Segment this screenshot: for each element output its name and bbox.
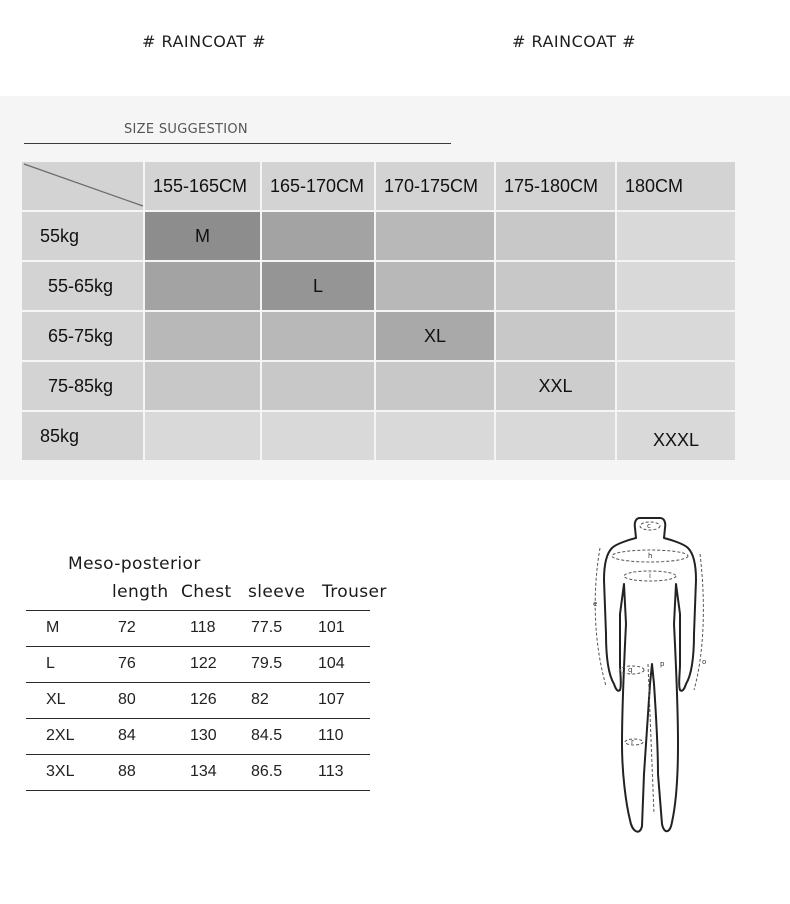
column-header-chest: Chest (181, 582, 232, 602)
suggested-size-cell: L (261, 261, 375, 311)
suggested-size-cell: XXXL (616, 411, 736, 461)
label-r: r (631, 738, 634, 746)
label-e: e (593, 600, 598, 608)
grid-cell (375, 411, 495, 461)
table-bottom-rule (26, 790, 370, 791)
trouser-cell: 107 (318, 691, 345, 708)
grid-cell (495, 411, 616, 461)
column-header-sleeve: sleeve (248, 582, 306, 602)
measurement-title: Meso-posterior (68, 554, 201, 574)
length-cell: 84 (118, 727, 136, 744)
grid-cell (144, 361, 261, 411)
label-o: o (702, 658, 707, 666)
weight-row-header: 55kg (21, 211, 144, 261)
label-c: c (647, 522, 651, 530)
height-column-header: 180CM (616, 161, 736, 211)
section-divider (24, 143, 451, 144)
size-cell: 3XL (46, 763, 75, 780)
length-cell: 80 (118, 691, 136, 708)
chest-cell: 126 (190, 691, 217, 708)
table-row (26, 610, 370, 646)
size-cell: M (46, 619, 60, 636)
grid-cell (144, 261, 261, 311)
size-cell: 2XL (46, 727, 75, 744)
grid-cell (261, 211, 375, 261)
suggested-size-cell: XL (375, 311, 495, 361)
chest-cell: 134 (190, 763, 217, 780)
grid-cell (375, 261, 495, 311)
grid-cell (495, 211, 616, 261)
length-cell: 72 (118, 619, 136, 636)
grid-cell (616, 211, 736, 261)
trouser-cell: 110 (318, 727, 344, 744)
suggested-size-cell: M (144, 211, 261, 261)
sleeve-cell: 84.5 (251, 727, 283, 744)
weight-row-header: 75-85kg (21, 361, 144, 411)
table-row (26, 754, 370, 790)
diagonal-divider-icon (22, 162, 145, 208)
height-column-header: 155-165CM (144, 161, 261, 211)
height-column-header: 165-170CM (261, 161, 375, 211)
page-title-right: # RAINCOAT # (512, 32, 637, 51)
size-suggestion-label: SIZE SUGGESTION (124, 122, 248, 137)
grid-cell (261, 311, 375, 361)
grid-cell (375, 361, 495, 411)
grid-cell (495, 311, 616, 361)
column-header-trouser: Trouser (322, 582, 387, 602)
weight-row-header: 65-75kg (21, 311, 144, 361)
size-cell: L (46, 655, 55, 672)
table-row (26, 646, 370, 682)
grid-cell (261, 411, 375, 461)
grid-cell (144, 311, 261, 361)
size-suggestion-table (20, 160, 737, 462)
suggested-size-cell: XXL (495, 361, 616, 411)
label-p: p (660, 660, 665, 668)
column-header-length: length (112, 582, 169, 602)
sleeve-cell: 86.5 (251, 763, 283, 780)
sleeve-cell: 79.5 (251, 655, 283, 672)
chest-cell: 122 (190, 655, 217, 672)
size-cell: XL (46, 691, 66, 708)
length-cell: 88 (118, 763, 136, 780)
weight-row-header: 55-65kg (21, 261, 144, 311)
page-title-left: # RAINCOAT # (142, 32, 267, 51)
chest-cell: 118 (190, 619, 216, 636)
body-measurement-diagram (590, 514, 710, 844)
table-row (26, 682, 370, 718)
height-column-header: 175-180CM (495, 161, 616, 211)
weight-row-header: 85kg (21, 411, 144, 461)
grid-cell (144, 411, 261, 461)
grid-cell (616, 311, 736, 361)
sleeve-cell: 82 (251, 691, 269, 708)
sleeve-cell: 77.5 (251, 619, 283, 636)
table-corner-cell (21, 161, 144, 211)
table-row (26, 718, 370, 754)
grid-cell (375, 211, 495, 261)
chest-cell: 130 (190, 727, 217, 744)
grid-cell (495, 261, 616, 311)
height-column-header: 170-175CM (375, 161, 495, 211)
trouser-cell: 104 (318, 655, 345, 672)
label-h: h (648, 552, 653, 560)
length-cell: 76 (118, 655, 136, 672)
grid-cell (616, 361, 736, 411)
label-q: q (628, 666, 633, 674)
label-i: i (649, 572, 651, 580)
grid-cell (261, 361, 375, 411)
trouser-cell: 101 (318, 619, 345, 636)
grid-cell (616, 261, 736, 311)
trouser-cell: 113 (318, 763, 344, 780)
